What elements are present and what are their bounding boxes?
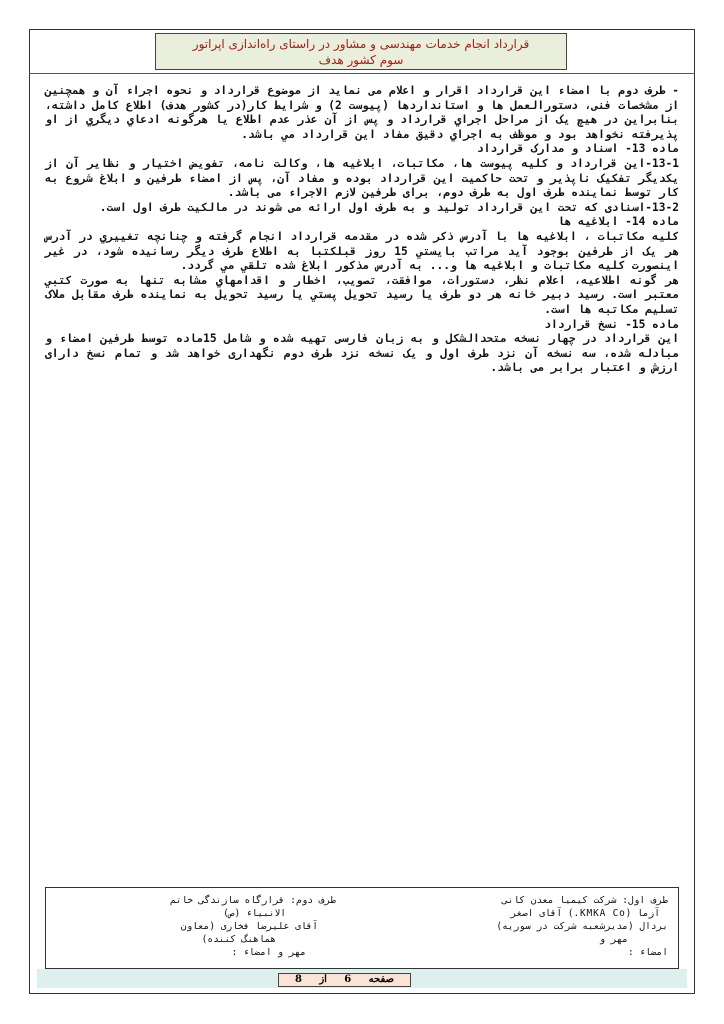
- page-label: صفحه: [368, 974, 394, 985]
- contract-body: [45, 84, 679, 376]
- clause-paragraph: - طرف دوم با امضاء این قرارداد اقرار و اعلام می نماید از موضوع قرارداد و نحوه اجراء آن و همچنین از مشخصات فنی، دستورالعمل ها و استانداردها (پیوست 2) و شرایط کار(در کشور هدف) اطلاع کامل داشته، بنابراین در هیچ یک از مراحل اجراي قرارداد و پس از آن عذر عدم اطلاع یا هرگونه ادعاي دیگري از او پذیرفته نخواهد بود و موظف به اجراي دقیق مفاد این قرارداد مي باشد.: [45, 84, 679, 141]
- article-heading: ماده 14- ابلاغیه ها: [557, 215, 679, 229]
- page-current: 6: [344, 974, 352, 985]
- document-title-line-1: قرارداد انجام خدمات مهندسی و مشاور در راستای راه‌اندازی اپراتور: [192, 37, 530, 51]
- first-party-line: آزما (KMKA Co.) آقای اصغر: [510, 908, 660, 919]
- article-heading: ماده 15- نسخ قرارداد: [544, 317, 679, 331]
- article-heading: ماده 13- اسناد و مدارک قرارداد: [476, 142, 679, 156]
- page-of-label: از: [319, 974, 327, 985]
- first-party-line: بردال (مدیرشعبه شرکت در سوریه): [496, 921, 668, 932]
- clause-paragraph: 13-1-این قرارداد و کلیه پیوست ها، مکاتبات، ابلاغیه ها، وکالت نامه، تفویض اختیار و نظایر آن از یکدیگر تفکیک ناپذیر و تحت حاکمیت این قرارداد بوده و مفاد آن، پس از امضاء طرفین و ابلاغ شروع به کار توسط نماینده طرف اول به طرف دوم، برای طرفین لازم الاجراء می باشد.: [45, 156, 679, 200]
- clause-paragraph: هر گونه اطلاعیه، اعلام نظر، دستورات، موافقت، تصویب، اخطار و اقدامهاي مشابه تنها به صورت کتبي معتبر است. رسید دبیر خانه هر دو طرف یا رسید تحویل پستي یا رسید تحویل به نماینده طرف مقابل ملاک تسلیم مکاتبه ها است.: [45, 273, 679, 316]
- header-divider: [29, 73, 695, 74]
- first-party-signature: [388, 894, 668, 959]
- page-number-box: [278, 973, 411, 987]
- document-title-box: [155, 33, 567, 70]
- clause-paragraph: 13-2-اسنادی که تحت این قرارداد تولید و به طرف اول ارائه می شوند در مالکیت طرف اول است.: [99, 200, 679, 214]
- signature-box: [45, 887, 679, 969]
- clause-paragraph: کلیه مکاتبات ، ابلاغیه ها با آدرس ذکر شده در مقدمه قرارداد انجام گرفته و چنانچه تغییري در آدرس هر یک از طرفین بوجود آید مراتب بایستي 15 روز قبلکتبا به اطلاع طرف دیگر رسانیده شود، در غیر اینصورت کلیه مکاتبات و ابلاغیه ها و... به آدرس مذکور ابلاغ شده تلقي مي گردد.: [45, 229, 679, 273]
- second-party-line: الانبیاء (ص): [223, 908, 286, 919]
- clause-paragraph: این قرارداد در چهار نسخه متحدالشکل و به زبان فارسی تهیه شده و شامل 15ماده توسط طرفین امضاء و مبادله شده، سه نسخه آن نزد طرف اول و یک نسخه نزد طرف دوم نگهداری خواهد شد و تمام نسخ دارای ارزش و اعتبار برابر می باشد.: [45, 332, 680, 375]
- second-party-signature: [56, 894, 336, 959]
- second-party-line: مهر و امضاء :: [231, 947, 306, 958]
- second-party-line: هماهنگ کننده): [201, 934, 276, 945]
- first-party-line: مهر و: [599, 934, 628, 945]
- page-total: 8: [295, 974, 302, 985]
- second-party-line: آقای علیرضا فخاری (معاون: [180, 921, 318, 932]
- first-party-line: طرف اول: شرکت کیمیا معدن کانی: [502, 895, 668, 906]
- first-party-line: امضاء :: [627, 947, 668, 958]
- second-party-line: طرف دوم: قرارگاه سازندگی خاتم: [170, 895, 336, 906]
- document-title-line-2: سوم کشور هدف: [318, 53, 404, 67]
